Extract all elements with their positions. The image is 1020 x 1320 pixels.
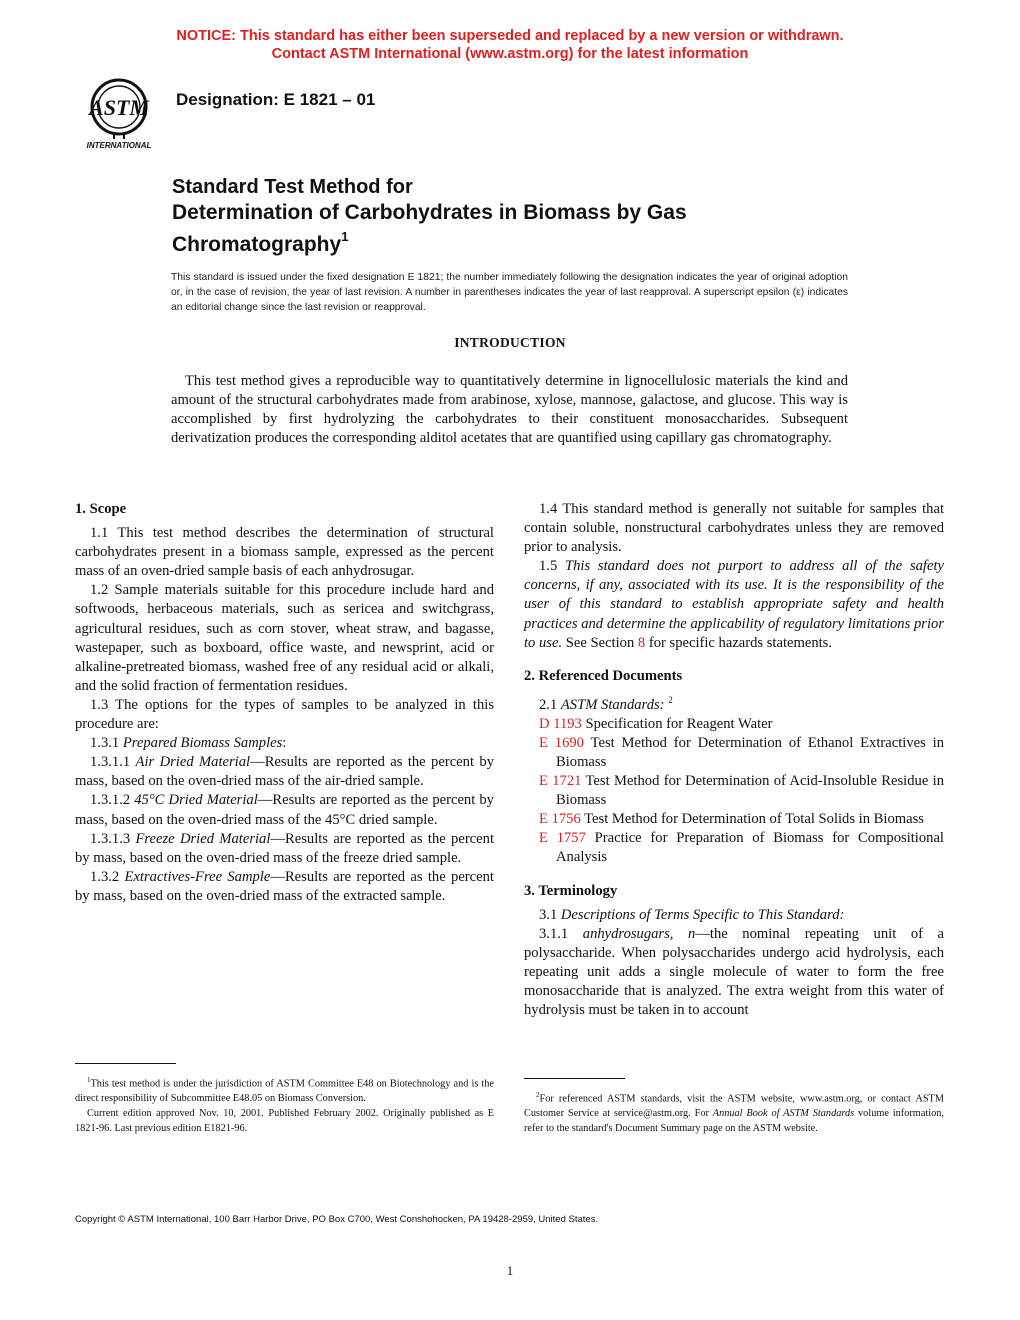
footnote-2-mark: 2: [668, 694, 673, 705]
reference-title: Test Method for Determination of Acid-Insoluble Residue in Biomass: [556, 773, 944, 809]
designation: Designation: E 1821 – 01: [176, 90, 376, 109]
reference-link[interactable]: D 1193: [539, 715, 582, 732]
para-number: 3.1.1: [539, 925, 583, 942]
para-number: 1.3.1.2: [90, 792, 135, 809]
footnote-rule-left: [75, 1063, 176, 1064]
reference-e1757: [524, 829, 944, 867]
para-term: Freeze Dried Material: [135, 830, 271, 847]
document-title: [172, 174, 892, 258]
title-line-3: [172, 226, 892, 258]
para-text: —Results are reported as the percent by mass, based on the oven-dried mass of the 45°C dried sample.: [75, 792, 494, 828]
footnote-2-text: For referenced ASTM standards, visit the ASTM website, www.astm.org, or contact ASTM Customer Service at service@astm.org. For: [524, 1093, 944, 1120]
withdrawal-notice: [0, 27, 1020, 63]
para-number: 1.3.1.1: [90, 754, 136, 771]
para-text: —Results are reported as the percent by mass, based on the oven-dried mass of the freeze dried sample.: [75, 830, 494, 866]
para-term: Extractives-Free Sample: [124, 868, 271, 885]
left-column: [75, 500, 494, 906]
para-text: —Results are reported as the percent by mass, based on the oven-dried mass of the air-dried sample.: [75, 754, 494, 790]
reference-link[interactable]: E 1721: [539, 773, 582, 790]
para-number: 3.1: [539, 906, 561, 923]
para-1-5: [524, 557, 944, 652]
para-term: Descriptions of Terms Specific to This Standard:: [560, 906, 845, 923]
title-line-3-text: Chromatography: [172, 233, 342, 256]
para-number: 2.1: [539, 696, 561, 713]
para-term: 45°C Dried Material: [134, 792, 258, 809]
para-1-3-1-2: [75, 791, 494, 829]
title-line-2: Determination of Carbohydrates in Biomass by Gas: [172, 201, 687, 224]
para-3-1: [524, 906, 944, 925]
reference-link[interactable]: E 1757: [539, 830, 586, 847]
para-number: 1.3.2: [90, 868, 125, 885]
para-1-3-1: 1.3.1 Prepared Biomass Samples:: [90, 735, 287, 752]
footnote-1-text: This test method is under the jurisdiction of ASTM Committee E48 on Biotechnology and is the direct responsibility of Subcommittee E48.05 on Biomass Conversion.: [75, 1078, 494, 1105]
footnote-2-text-end: volume information, refer to the standard's Document Summary page on the ASTM website.: [524, 1108, 944, 1135]
para-3-1-1: [524, 925, 944, 1020]
footnote-1: [75, 1073, 494, 1136]
reference-e1756: [524, 810, 944, 829]
para-1-3: 1.3 The options for the types of samples to be analyzed in this procedure are:: [75, 696, 494, 733]
section-2-heading: 2. Referenced Documents: [524, 667, 683, 684]
para-term: ASTM Standards:: [560, 696, 665, 713]
para-text: —the nominal repeating unit of a polysaccharide. When polysaccharides undergo acid hydrolysis, each repeating unit adds a single molecule of water to form the free monosaccharide that is analyzed. The extra weight from this water of hydrolysis must be taken in to account: [524, 925, 945, 1019]
para-text: —Results are reported as the percent by mass, based on the oven-dried mass of the extracted sample.: [75, 868, 494, 904]
footnote-1-mark: 1: [87, 1076, 91, 1084]
reference-e1721: [524, 772, 944, 810]
footnote-2: [524, 1088, 944, 1136]
para-number: 1.3.1: [90, 735, 123, 752]
para-number: 1.5: [539, 558, 566, 575]
notice-line-1: NOTICE: This standard has either been superseded and replaced by a new version or withdrawn.: [176, 28, 844, 44]
footnote-2-mark: 2: [536, 1091, 540, 1099]
para-number: 1.3.1.3: [90, 830, 136, 847]
para-2-1: [524, 691, 944, 715]
footnote-rule-right: [524, 1078, 625, 1079]
introduction-heading: INTRODUCTION: [454, 335, 566, 350]
para-term: Prepared Biomass Samples: [122, 735, 283, 752]
title-line-1: Standard Test Method for: [172, 176, 413, 198]
section-3-heading: 3. Terminology: [524, 882, 618, 899]
copyright: Copyright © ASTM International, 100 Barr Harbor Drive, PO Box C700, West Conshohocken, PA 19428-2959, United States.: [75, 1214, 599, 1225]
safety-statement: This standard does not purport to address all of the safety concerns, if any, associated with its use. It is the responsibility of the user of this standard to establish appropriate safety and health practices and determine the applicability of regulatory limitations prior to use.: [524, 558, 944, 651]
standard-note: This standard is issued under the fixed designation E 1821; the number immediately following the designation indicates the year of original adoption or, in the case of revision, the year of last revision. A number in parentheses indicates the year of last reapproval. A superscript epsilon (ε) indicates an editorial change since the last revision or reapproval.: [171, 272, 848, 313]
reference-title: Practice for Preparation of Biomass for Compositional Analysis: [556, 830, 944, 866]
footnote-1-edition: Current edition approved Nov. 10, 2001. Published February 2002. Originally published as E 1821-96. Last previous edition E1821-96.: [75, 1108, 494, 1135]
reference-title: Test Method for Determination of Ethanol Extractives in Biomass: [556, 734, 944, 770]
footnote-2-para: [524, 1088, 944, 1136]
reference-link[interactable]: E 1690: [539, 734, 584, 751]
notice-line-2: Contact ASTM International (www.astm.org) for the latest information: [271, 46, 749, 62]
section-8-link[interactable]: 8: [637, 634, 646, 651]
page-number: 1: [506, 1263, 514, 1278]
para-1-3-1-1: [75, 753, 494, 791]
introduction-text: This test method gives a reproducible way to quantitatively determine in lignocellulosic materials the kind and amount of the structural carbohydrates made from arabinose, xylose, mannose, galactose, and glucose. This way is accomplished by first hydrolyzing the carbohydrates to their constituent monosaccharides. Subsequent derivatization produces the corresponding alditol acetates that are quantified using capillary gas chromatography.: [171, 373, 848, 446]
para-1-4: 1.4 This standard method is generally not suitable for samples that contain soluble, nonstructural carbohydrates unless they are removed prior to analysis.: [524, 501, 944, 556]
astm-logo-icon: [74, 75, 164, 153]
para-term: Air Dried Material: [135, 754, 251, 771]
para-text: See Section: [562, 634, 638, 651]
title-footnote-mark: 1: [341, 229, 349, 244]
reference-e1690: [524, 734, 944, 772]
para-1-2: 1.2 Sample materials suitable for this procedure include hard and softwoods, herbaceous materials, such as sericea and switchgrass, agricultural residues, such as corn stover, wheat straw, and bagasse, wastepaper, such as boxboard, office waste, and newsprint, acid or alkaline-pretreated biomass, washed free of any residual acid or alkali, and the solid fraction of fermentation residues.: [75, 582, 494, 694]
para-1-3-2: [75, 868, 494, 906]
reference-link[interactable]: E 1756: [539, 811, 581, 828]
section-1-heading: 1. Scope: [75, 501, 127, 517]
footnote-2-italic: Annual Book of ASTM Standards: [712, 1108, 855, 1120]
para-1-1: 1.1 This test method describes the determination of structural carbohydrates present in a biomass sample, expressed as the percent mass of an oven-dried sample basis of each anhydrosugar.: [75, 525, 494, 580]
right-column: [524, 500, 944, 1020]
logo-letters: ASTM: [89, 95, 149, 120]
para-text: for specific hazards statements.: [645, 634, 833, 651]
logo-subtitle: INTERNATIONAL: [86, 141, 152, 150]
para-1-3-1-3: [75, 830, 494, 868]
para-term: anhydrosugars, n: [582, 925, 696, 942]
reference-d1193: [524, 715, 944, 734]
reference-title: Test Method for Determination of Total Solids in Biomass: [580, 811, 924, 828]
reference-title: Specification for Reagent Water: [581, 715, 773, 732]
footnote-1-para: [75, 1073, 494, 1106]
